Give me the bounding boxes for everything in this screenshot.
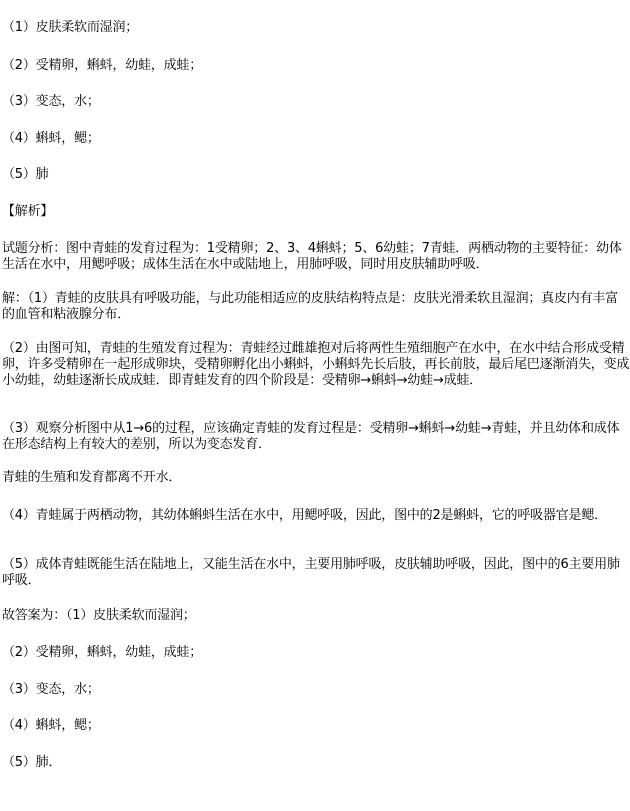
answer-line-3: （3）变态，水； — [2, 94, 100, 109]
analysis-paragraph-5: 青蛙的生殖和发育都离不开水． — [2, 470, 182, 485]
final-answer-line-2: （2）受精卵，蝌蚪，幼蛙，成蛙； — [2, 645, 203, 660]
answer-line-5: （5）肺 — [2, 167, 49, 182]
answer-line-4: （4）蝌蚪，鳃； — [2, 131, 100, 146]
analysis-paragraph-7: （5）成体青蛙既能生活在陆地上，又能生活在水中，主要用肺呼吸，皮肤辅助呼吸，因此，图中的6主要用肺呼吸． — [2, 557, 620, 588]
final-answer-line-4: （4）蝌蚪，鳃； — [2, 718, 100, 733]
analysis-paragraph-1: 试题分析：图中青蛙的发育过程为：1受精卵；2、3、4蝌蚪；5、6幼蛙；7青蛙．两栖动物的主要特征：幼体生活在水中，用鳃呼吸；成体生活在水中或陆地上，用肺呼吸，同时用皮肤辅助呼吸． — [2, 241, 622, 272]
answer-line-2: （2）受精卵，蝌蚪，幼蛙，成蛙； — [2, 58, 203, 73]
analysis-paragraph-3: （2）由图可知，青蛙的生殖发育过程为：青蛙经过雌雄抱对后将两性生殖细胞产在水中，在水中结合形成受精卵，许多受精卵在一起形成卵块，受精卵孵化出小蝌蚪，小蝌蚪先长后肢，再长前肢，最后尾巴逐渐消失，变成小幼蛙，幼蛙逐渐长成成蛙．即青蛙发育的四个阶段是：受精卵→蝌蚪→幼蛙→成蛙． — [2, 341, 630, 388]
analysis-paragraph-4: （3）观察分析图中从1→6的过程，应该确定青蛙的发育过程是：受精卵→蝌蚪→幼蛙→青蛙，并且幼体和成体在形态结构上有较大的差别，所以为变态发育． — [2, 421, 620, 452]
final-answer-line-3: （3）变态，水； — [2, 682, 100, 697]
answer-line-1: （1）皮肤柔软而湿润； — [2, 20, 139, 35]
answer-intro: 故答案为：（1）皮肤柔软而湿润； — [2, 608, 196, 623]
analysis-heading: 【解析】 — [2, 204, 54, 219]
analysis-paragraph-2: 解：（1）青蛙的皮肤具有呼吸功能，与此功能相适应的皮肤结构特点是：皮肤光滑柔软且湿润；真皮内有丰富的血管和粘液腺分布． — [2, 291, 618, 322]
final-answer-line-5: （5）肺． — [2, 755, 62, 770]
analysis-paragraph-6: （4）青蛙属于两栖动物，其幼体蝌蚪生活在水中，用鳃呼吸，因此，图中的2是蝌蚪，它的呼吸器官是鳃． — [2, 508, 607, 523]
